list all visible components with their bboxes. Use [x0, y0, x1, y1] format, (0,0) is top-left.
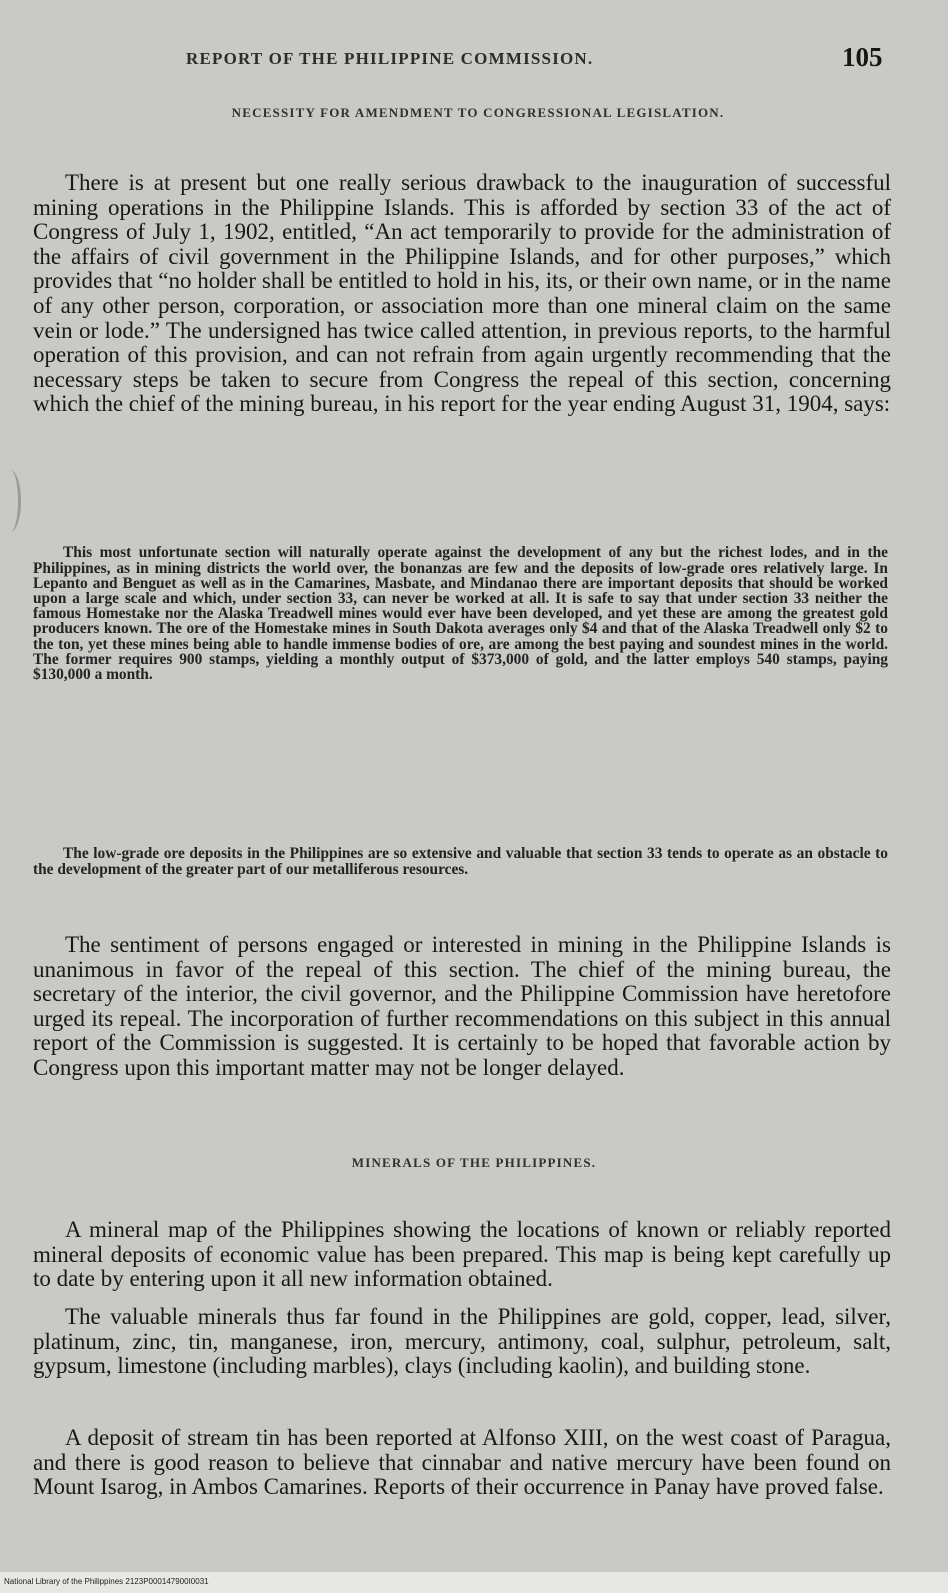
running-head	[0, 40, 948, 80]
quoted-report-section-33: This most unfortunate section will naturally operate against the development of any but the richest lodes, and in the Philippines, as in mining districts the world over, the bonanzas are few and the deposits of low-grade ores relatively large. In Lepanto and Benguet as well as in the Camarines, Masbate, and Mindanao there are important deposits that should be worked upon a large scale and which, under section 33, can never be worked at all. It is safe to say that under section 33 neither the famous Homestake nor the Alaska Treadwell mines would ever have been developed, and yet these are among the greatest gold producers known. The ore of the Homestake mines in South Dakota averages only $4 and that of the Alaska Treadwell only $2 to the ton, yet these mines being able to handle immense bodies of ore, are among the best paying and soundest mines in the world. The former requires 900 stamps, yielding a monthly output of $373,000 of gold, and the latter employs 540 stamps, paying $130,000 a month.	[33, 544, 888, 684]
paragraph-valuable-minerals: The valuable minerals thus far found in the Philippines are gold, copper, lead, silver, platinum, zinc, tin, manganese, iron, mercury, antimony, coal, sulphur, petroleum, salt, gypsum, limestone (including marbles), clays (including kaolin), and building stone.	[33, 1304, 891, 1379]
paragraph-stream-tin: A deposit of stream tin has been reported at Alfonso XIII, on the west coast of Paragua, and there is good reason to believe that cinnabar and native mercury have been found on Mount Isarog, in Ambos Camarines. Reports of their occurrence in Panay have proved false.	[33, 1425, 891, 1500]
section-heading-minerals: MINERALS OF THE PHILIPPINES.	[351, 1155, 597, 1170]
footer-strip	[0, 1572, 948, 1593]
paragraph-sentiment: The sentiment of persons engaged or interested in mining in the Philippine Islands is unanimous in favor of the repeal of this section. The chief of the mining bureau, the secretary of the interior, the civil governor, and the Philippine Commission have heretofore urged its repeal. The incorporation of further recommendations on this subject in this annual report of the Commission is suggested. It is certainly to be hoped that favorable action by Congress upon this important matter may not be longer delayed.	[33, 932, 891, 1080]
page-number: 105	[842, 42, 883, 72]
paragraph-mineral-map: A mineral map of the Philippines showing the locations of known or reliably reported mineral deposits of economic value has been prepared. This map is being kept carefully up to date by entering upon it all new information obtained.	[33, 1217, 891, 1292]
binding-mark	[0, 470, 21, 532]
quoted-low-grade-deposits: The low-grade ore deposits in the Philippines are so extensive and valuable that section 33 tends to operate as an obstacle to the development of the greater part of our metalliferous resources.	[33, 845, 888, 878]
footer-credit: National Library of the Philippines 2123P000147900I0031	[4, 1577, 209, 1586]
paragraph-drawback: There is at present but one really serious drawback to the inauguration of successful mining operations in the Philippine Islands. This is afforded by section 33 of the act of Congress of July 1, 1902, entitled, “An act temporarily to provide for the administration of the affairs of civil government in the Philippine Islands, and for other purposes,” which provides that “no holder shall be entitled to hold in his, its, or their own name, or in the name of any other person, corporation, or association more than one mineral claim on the same vein or lode.” The undersigned has twice called attention, in previous reports, to the harmful operation of this provision, and can not refrain from again urgently recommending that the necessary steps be taken to secure from Congress the repeal of this section, concerning which the chief of the mining bureau, in his report for the year ending August 31, 1904, says:	[33, 170, 891, 417]
section-heading-amendment: NECESSITY FOR AMENDMENT TO CONGRESSIONAL LEGISLATION.	[231, 105, 725, 120]
running-title: REPORT OF THE PHILIPPINE COMMISSION.	[186, 49, 594, 68]
